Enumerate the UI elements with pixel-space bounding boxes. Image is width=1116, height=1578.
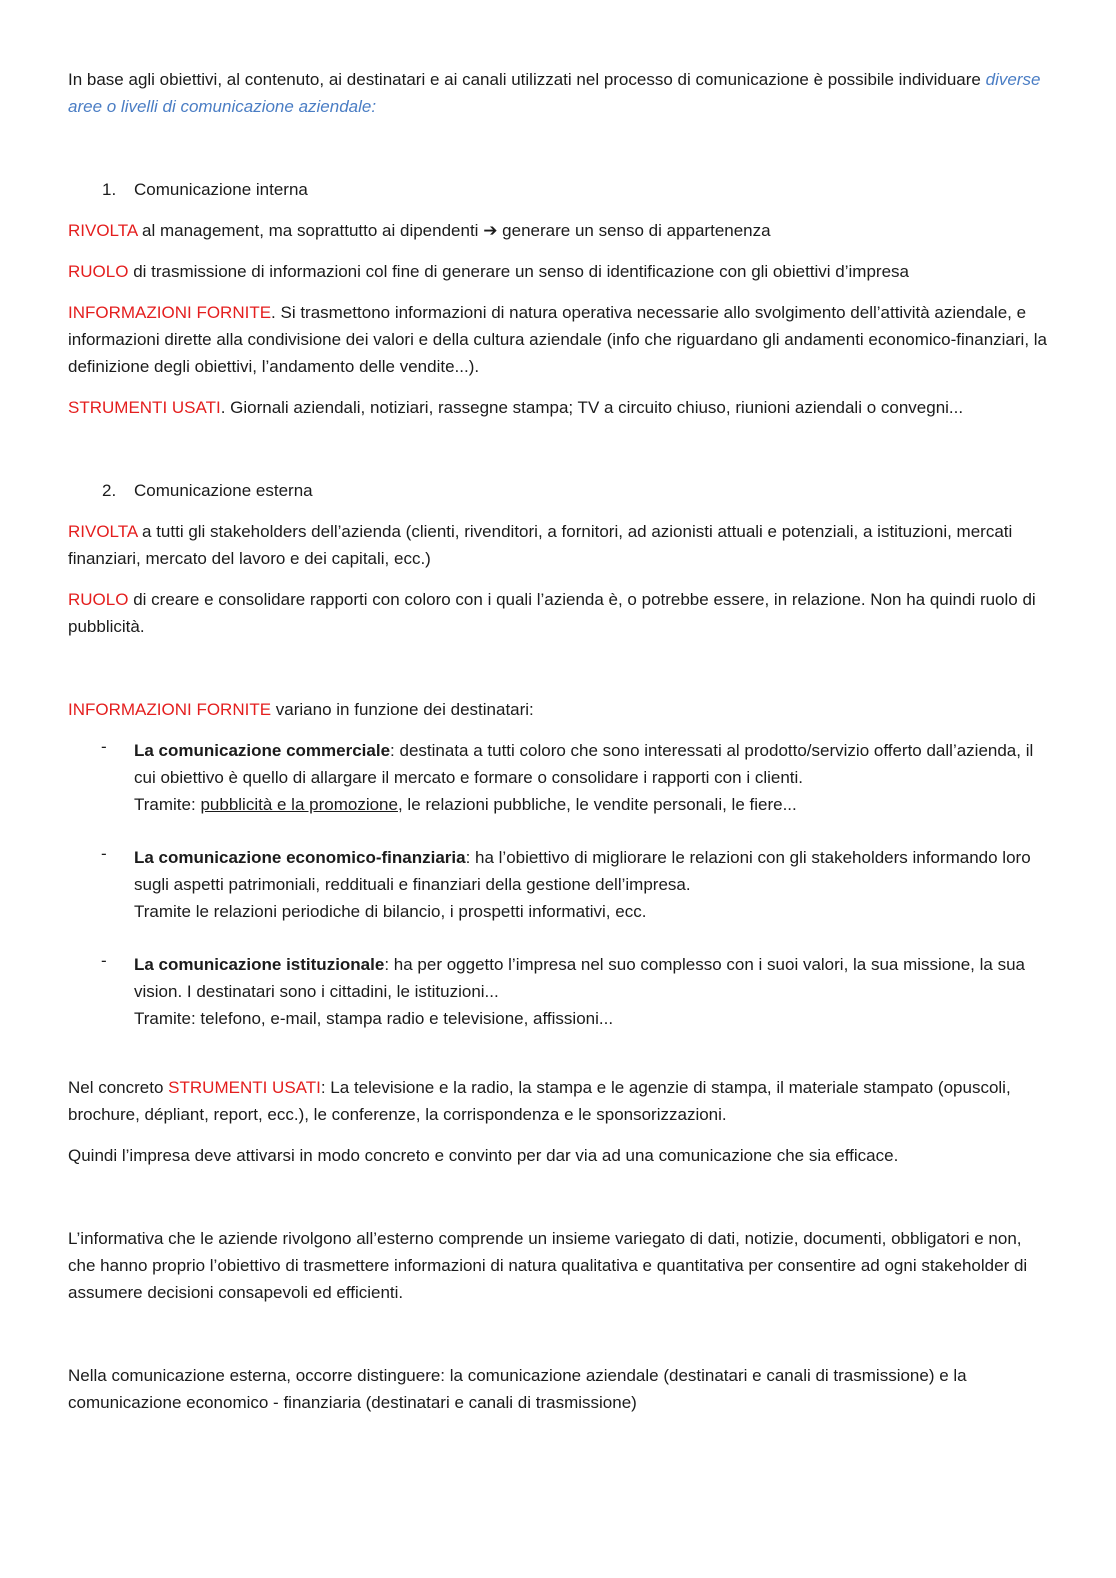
section-1-rivolta bbox=[68, 217, 1053, 244]
list-item-via bbox=[134, 791, 1053, 818]
section-2-rivolta bbox=[68, 518, 1053, 572]
arrow-right-icon: ➔ bbox=[483, 221, 498, 240]
list-dash: - bbox=[101, 951, 107, 970]
section-2-ruolo-label: RUOLO bbox=[68, 590, 129, 609]
concrete-label: STRUMENTI USATI bbox=[168, 1078, 321, 1097]
list-item bbox=[68, 737, 1053, 818]
concrete-text: : La televisione e la radio, la stampa e le agenzie di stampa, il materiale stampato (opuscoli, brochure, dépliant, report, ecc.), le conferenze, la corrispondenza e le sponsorizzazioni. bbox=[68, 1078, 1011, 1124]
section-1-ruolo bbox=[68, 258, 1053, 285]
concrete-paragraph bbox=[68, 1074, 1053, 1128]
section-2-ruolo bbox=[68, 586, 1053, 640]
section-2-info-text: variano in funzione dei destinatari: bbox=[275, 700, 534, 719]
list-dash: - bbox=[101, 844, 107, 863]
list-item-text bbox=[134, 844, 1053, 898]
section-2-heading bbox=[68, 477, 1053, 504]
section-2-ruolo-text: di creare e consolidare rapporti con coloro con i quali l’azienda è, o potrebbe essere, in relazione. Non ha quindi ruolo di pubblicità. bbox=[68, 590, 1036, 636]
list-item-body: : ha per oggetto l’impresa nel suo complesso con i suoi valori, la sua missione, la sua vision. I destinatari sono i cittadini, le istituzioni... bbox=[134, 955, 1025, 1001]
intro-text: In base agli obiettivi, al contenuto, ai destinatari e ai canali utilizzati nel processo di comunicazione è possibile individuare bbox=[68, 70, 981, 89]
list-item bbox=[68, 951, 1053, 1032]
section-2-rivolta-label: RIVOLTA bbox=[68, 522, 138, 541]
section-1-title: Comunicazione interna bbox=[134, 180, 308, 199]
informativa-paragraph: L’informativa che le aziende rivolgono all’esterno comprende un insieme variegato di dati, notizie, documenti, obbligatori e non, che hanno proprio l’obiettivo di trasmettere informazioni di natura qualitativa e quantitativa per consentire ad ogni stakeholder di assumere decisioni consapevoli ed efficienti. bbox=[68, 1229, 1028, 1302]
list-item-via-underlined: pubblicità e la promozione bbox=[200, 795, 398, 814]
section-1-ruolo-text: di trasmissione di informazioni col fine di generare un senso di identificazione con gli obiettivi d’impresa bbox=[133, 262, 909, 281]
section-2-info bbox=[68, 696, 1053, 723]
list-item-text bbox=[134, 951, 1053, 1005]
section-1-strumenti-label: STRUMENTI USATI bbox=[68, 398, 221, 417]
list-item-via: Tramite: telefono, e-mail, stampa radio e televisione, affissioni... bbox=[134, 1009, 614, 1028]
section-2-rivolta-text: a tutti gli stakeholders dell’azienda (clienti, rivenditori, a fornitori, ad azionisti attuali e potenziali, a istituzioni, mercati finanziari, mercato del lavoro e dei capitali, ecc.) bbox=[68, 522, 1013, 568]
section-1-rivolta-text: al management, ma soprattutto ai dipendenti bbox=[142, 221, 479, 240]
section-1-strumenti bbox=[68, 394, 1053, 421]
list-item-text bbox=[134, 737, 1053, 791]
section-1-heading bbox=[68, 176, 1053, 203]
section-1-info-text: . Si trasmettono informazioni di natura operativa necessarie allo svolgimento dell’attività aziendale, e informazioni dirette alla condivisione dei valori e della cultura aziendale (info che riguardano gli andamenti economico-finanziari, la definizione degli obiettivi, l’andamento delle vendite...). bbox=[68, 303, 1047, 376]
list-item-title: La comunicazione economico-finanziaria bbox=[134, 848, 466, 867]
section-2-info-label: INFORMAZIONI FORNITE bbox=[68, 700, 272, 719]
section-1-number: 1. bbox=[102, 180, 117, 199]
list-item-title: La comunicazione istituzionale bbox=[134, 955, 385, 974]
list-item-body: : destinata a tutti coloro che sono interessati al prodotto/servizio offerto dall’azienda, il cui obiettivo è quello di allargare il mercato e formare o consolidare i rapporti con i clienti. bbox=[134, 741, 1034, 787]
list-item-via-label: Tramite: bbox=[134, 795, 196, 814]
section-1-strumenti-text: . Giornali aziendali, notiziari, rassegne stampa; TV a circuito chiuso, riunioni aziendali o convegni... bbox=[220, 398, 964, 417]
document-page bbox=[68, 66, 1053, 1416]
section-1-ruolo-label: RUOLO bbox=[68, 262, 129, 281]
quindi-paragraph: Quindi l’impresa deve attivarsi in modo concreto e convinto per dar via ad una comunicazione che sia efficace. bbox=[68, 1146, 899, 1165]
intro-highlight: diverse aree o livelli di comunicazione aziendale: bbox=[68, 70, 1041, 116]
list-item-via-rest: , le relazioni pubbliche, le vendite personali, le fiere... bbox=[397, 795, 797, 814]
section-2-number: 2. bbox=[102, 481, 117, 500]
list-item-via: Tramite le relazioni periodiche di bilancio, i prospetti informativi, ecc. bbox=[134, 902, 647, 921]
section-2-title: Comunicazione esterna bbox=[134, 481, 313, 500]
section-1-rivolta-text-2: generare un senso di appartenenza bbox=[502, 221, 771, 240]
list-item-title: La comunicazione commerciale bbox=[134, 741, 391, 760]
section-1-info bbox=[68, 299, 1053, 380]
section-1-rivolta-label: RIVOLTA bbox=[68, 221, 138, 240]
list-item-body: : ha l’obiettivo di migliorare le relazioni con gli stakeholders informando loro sugli aspetti patrimoniali, reddituali e finanziari della gestione dell’impresa. bbox=[134, 848, 1031, 894]
concrete-prefix: Nel concreto bbox=[68, 1078, 164, 1097]
intro-paragraph bbox=[68, 66, 1053, 120]
section-1-info-label: INFORMAZIONI FORNITE bbox=[68, 303, 272, 322]
list-item bbox=[68, 844, 1053, 925]
list-dash: - bbox=[101, 737, 107, 756]
conclusion-paragraph: Nella comunicazione esterna, occorre distinguere: la comunicazione aziendale (destinatari e canali di trasmissione) e la comunicazione economico - finanziaria (destinatari e canali di trasmissione) bbox=[68, 1366, 967, 1412]
